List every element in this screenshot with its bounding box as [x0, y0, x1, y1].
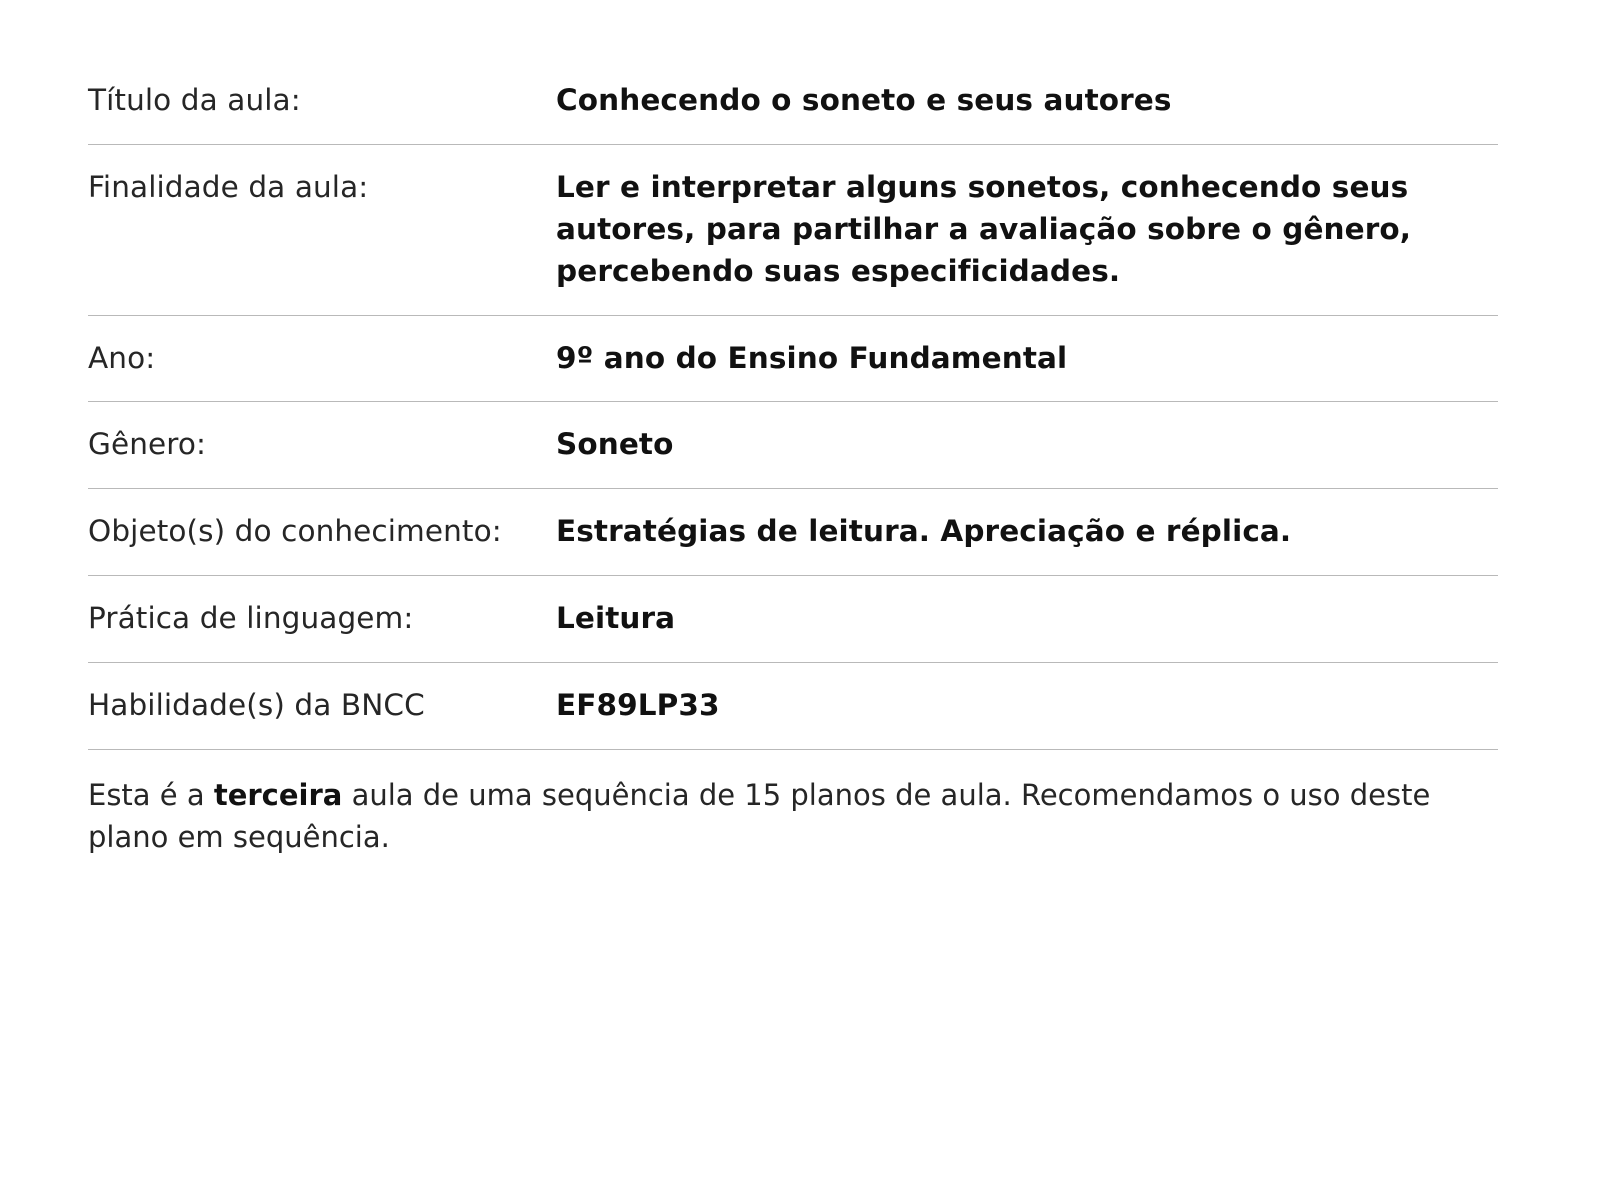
table-row — [88, 489, 1498, 576]
row-label-titulo: Título da aula: — [88, 62, 556, 144]
sequence-note-row — [88, 749, 1498, 858]
row-label-ano: Ano: — [88, 315, 556, 402]
table-row — [88, 663, 1498, 750]
row-label-objetos: Objeto(s) do conhecimento: — [88, 489, 556, 576]
row-value-finalidade: Ler e interpretar alguns sonetos, conhecendo seus autores, para partilhar a avaliação sobre o gênero, percebendo suas especificidades. — [556, 144, 1498, 315]
note-part-one: Esta é a — [88, 777, 214, 812]
row-label-genero: Gênero: — [88, 402, 556, 489]
row-value-objetos: Estratégias de leitura. Apreciação e réplica. — [556, 489, 1498, 576]
row-label-finalidade: Finalidade da aula: — [88, 144, 556, 315]
row-value-genero: Soneto — [556, 402, 1498, 489]
table-row — [88, 315, 1498, 402]
table-row — [88, 62, 1498, 144]
lesson-info-table — [88, 62, 1498, 858]
sequence-note-cell — [88, 749, 1498, 858]
lesson-info-table-body — [88, 62, 1498, 858]
table-row — [88, 402, 1498, 489]
table-row — [88, 576, 1498, 663]
row-label-bncc: Habilidade(s) da BNCC — [88, 663, 556, 750]
row-label-pratica: Prática de linguagem: — [88, 576, 556, 663]
table-row — [88, 144, 1498, 315]
row-value-pratica: Leitura — [556, 576, 1498, 663]
row-value-ano: 9º ano do Ensino Fundamental — [556, 315, 1498, 402]
row-value-bncc: EF89LP33 — [556, 663, 1498, 750]
bottom-spacer — [88, 858, 1504, 978]
note-part-two: aula de uma sequência de 15 planos de aula. Recomendamos o uso deste plano em sequência. — [88, 777, 1431, 854]
row-value-titulo: Conhecendo o soneto e seus autores — [556, 62, 1498, 144]
sequence-note-text — [88, 778, 1430, 854]
note-emphasis: terceira — [213, 777, 343, 812]
